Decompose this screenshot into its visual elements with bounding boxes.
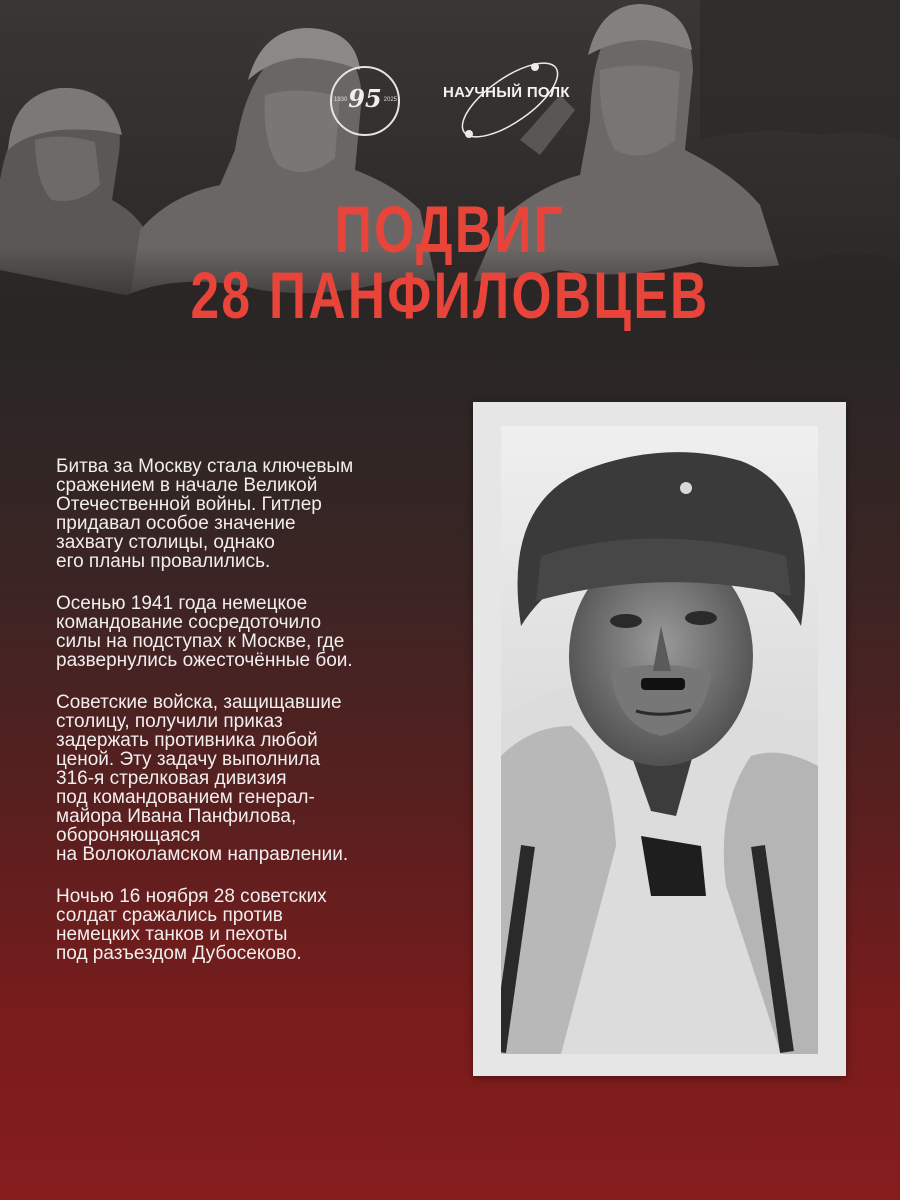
seal-year-start: 1930 xyxy=(334,97,348,103)
page-title xyxy=(99,192,801,332)
photo-frame xyxy=(473,402,846,1076)
portrait-photo xyxy=(501,426,818,1054)
brand-name: НАУЧНЫЙ ПОЛК xyxy=(443,84,570,101)
article-text xyxy=(56,457,456,986)
logos-row xyxy=(330,62,590,142)
title-line-2: 28 ПАНФИЛОВЦЕВ xyxy=(190,258,710,332)
paragraph: Битва за Москву стала ключевым сражением в начале Великой Отечественной войны. Гитлер придавал особое значение захвату столицы, однако его планы провалились. xyxy=(56,456,354,572)
paragraph: Ночью 16 ноября 28 советских солдат сражались против немецких танков и пехоты под разъездом Дубосеково. xyxy=(56,886,327,964)
university-seal-logo xyxy=(330,66,400,136)
title-line-1: ПОДВИГ xyxy=(334,192,566,266)
paragraph: Советские войска, защищавшие столицу, получили приказ задержать противника любой ценой. Эту задачу выполнила 316-я стрелковая дивизия под командованием генерал- майора Ивана Панфилова, обороняющаяся на Волоколамском направлении. xyxy=(56,692,349,865)
paragraph: Осенью 1941 года немецкое командование сосредоточило силы на подступах к Москве, где развернулись ожесточённые бои. xyxy=(56,593,353,671)
general-portrait-image xyxy=(501,426,818,1054)
orbit-icon xyxy=(435,62,585,142)
brand-logo xyxy=(435,62,585,142)
seal-number: 95 xyxy=(348,84,382,113)
seal-year-end: 2025 xyxy=(383,97,397,103)
